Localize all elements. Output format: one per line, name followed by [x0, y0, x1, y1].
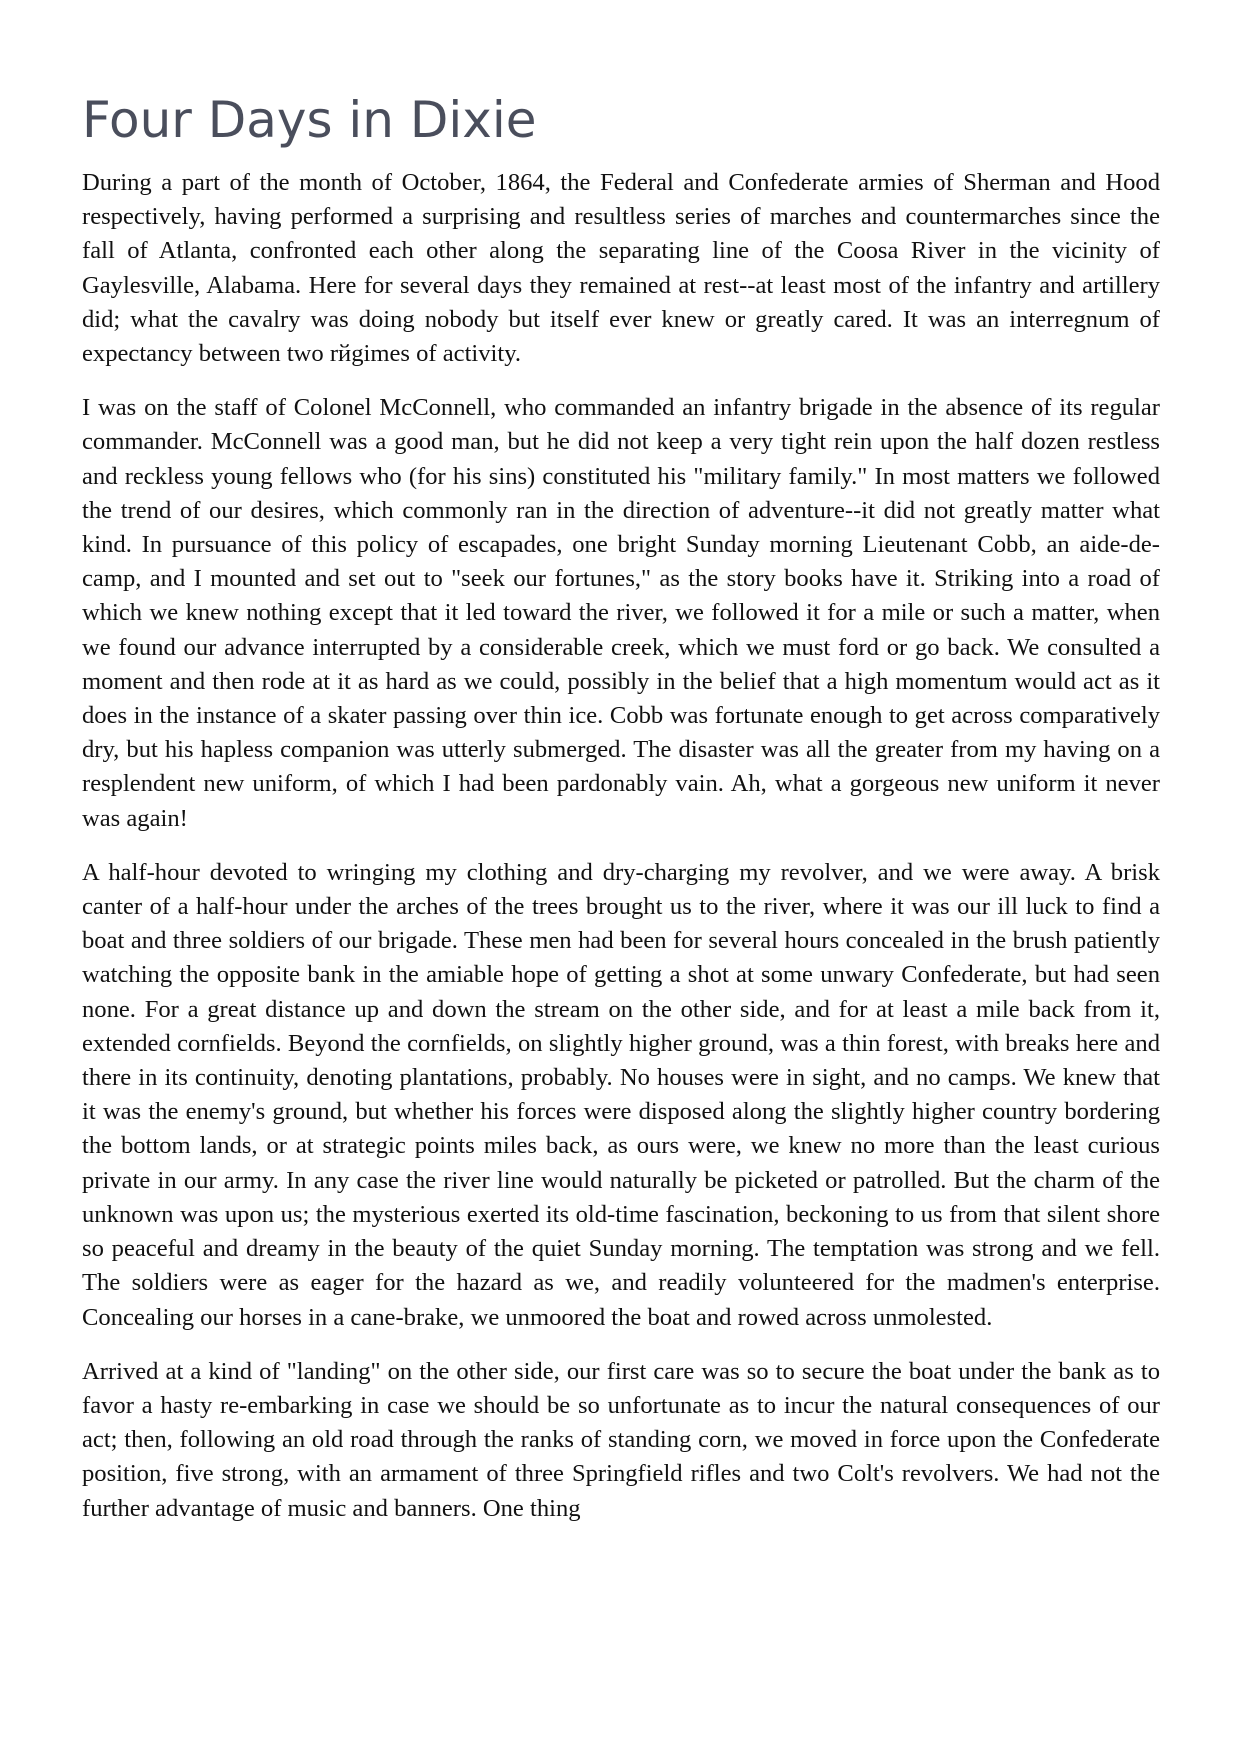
paragraph-1: During a part of the month of October, 1864, the Federal and Confederate armies of Sherman and Hood respectively, having performed a surprising and resultless series of marches and countermarches since the fall of Atlanta, confronted each other along the separating line of the Coosa River in the vicinity of Gaylesville, Alabama. Here for several days they remained at rest--at least most of the infantry and artillery did; what the cavalry was doing nobody but itself ever knew or greatly cared. It was an interregnum of expectancy between two rйgimes of activity.	[82, 169, 1160, 368]
page-title: Four Days in Dixie	[82, 91, 537, 149]
paragraph-4: Arrived at a kind of "landing" on the other side, our first care was so to secure the boat under the bank as to favor a hasty re-embarking in case we should be so unfortunate as to incur the natural consequences of our act; then, following an old road through the ranks of standing corn, we moved in force upon the Confederate position, five strong, with an armament of three Springfield rifles and two Colt's revolvers. We had not the further advantage of music and banners. One thing	[82, 1357, 1160, 1522]
document-page	[82, 90, 1160, 1546]
paragraph-3: A half-hour devoted to wringing my clothing and dry-charging my revolver, and we were away. A brisk canter of a half-hour under the arches of the trees brought us to the river, where it was our ill luck to find a boat and three soldiers of our brigade. These men had been for several hours concealed in the brush patiently watching the opposite bank in the amiable hope of getting a shot at some unwary Confederate, but had seen none. For a great distance up and down the stream on the other side, and for at least a mile back from it, extended cornfields. Beyond the cornfields, on slightly higher ground, was a thin forest, with breaks here and there in its continuity, denoting plantations, probably. No houses were in sight, and no camps. We knew that it was the enemy's ground, but whether his forces were disposed along the slightly higher country bordering the bottom lands, or at strategic points miles back, as ours were, we knew no more than the least curious private in our army. In any case the river line would naturally be picketed or patrolled. But the charm of the unknown was upon us; the mysterious exerted its old-time fascination, beckoning to us from that silent shore so peaceful and dreamy in the beauty of the quiet Sunday morning. The temptation was strong and we fell. The soldiers were as eager for the hazard as we, and readily volunteered for the madmen's enterprise. Concealing our horses in a cane-brake, we unmoored the boat and rowed across unmolested.	[82, 858, 1160, 1331]
paragraph-2: I was on the staff of Colonel McConnell, who commanded an infantry brigade in the absence of its regular commander. McConnell was a good man, but he did not keep a very tight rein upon the half dozen restless and reckless young fellows who (for his sins) constituted his "military family." In most matters we followed the trend of our desires, which commonly ran in the direction of adventure--it did not greatly matter what kind. In pursuance of this policy of escapades, one bright Sunday morning Lieutenant Cobb, an aide-de-camp, and I mounted and set out to "seek our fortunes," as the story books have it. Striking into a road of which we knew nothing except that it led toward the river, we followed it for a mile or such a matter, when we found our advance interrupted by a considerable creek, which we must ford or go back. We consulted a moment and then rode at it as hard as we could, possibly in the belief that a high momentum would act as it does in the instance of a skater passing over thin ice. Cobb was fortunate enough to get across comparatively dry, but his hapless companion was utterly submerged. The disaster was all the greater from my having on a resplendent new uniform, of which I had been pardonably vain. Ah, what a gorgeous new uniform it never was again!	[82, 394, 1160, 832]
